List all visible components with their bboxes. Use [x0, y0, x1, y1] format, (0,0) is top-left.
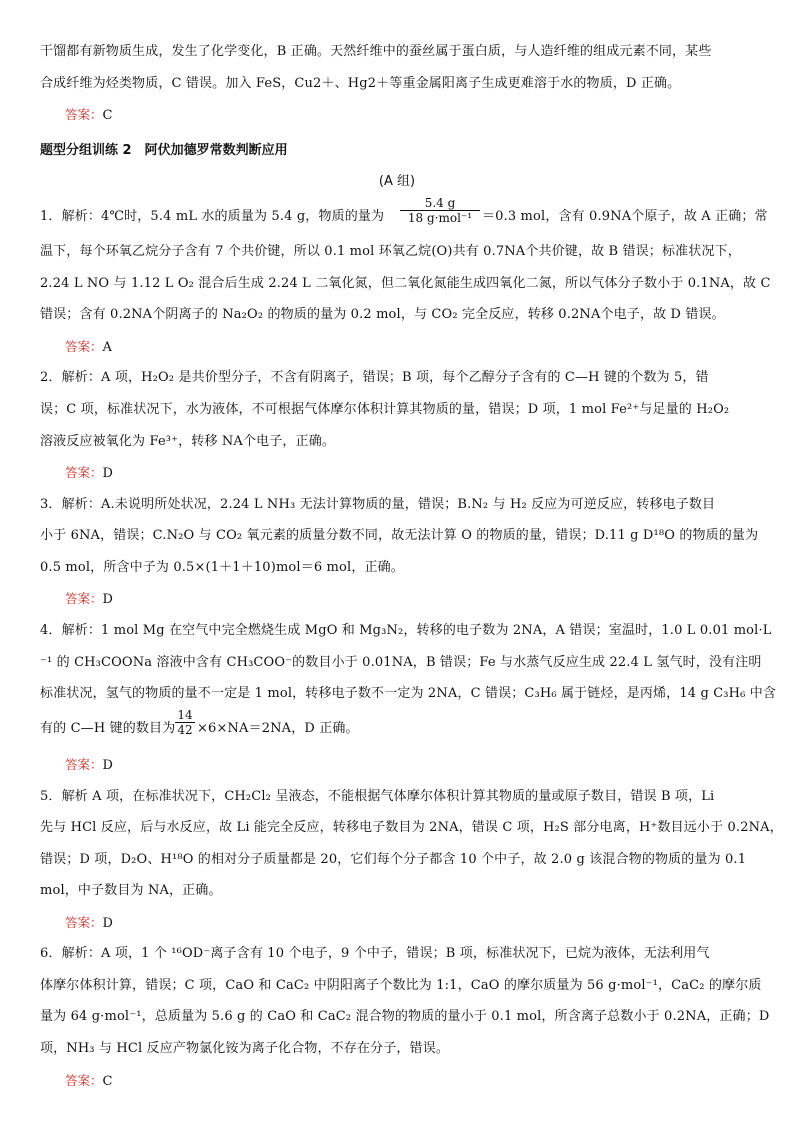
answer-value: A — [102, 340, 112, 355]
text-line: ⁻¹ 的 CH₃COONa 溶液中含有 CH₃COO⁻的数目小于 0.01NA，B 错误；Fe 与水蒸气反应生成 22.4 L 氢气时，没有注明 — [40, 655, 762, 670]
text-line: 小于 6NA，错误；C.N₂O 与 CO₂ 氧元素的质量分数不同，故无法计算 O 的物质的量，错误；D.11 g D¹⁸O 的物质的量为 — [40, 528, 759, 543]
answer-value: C — [102, 108, 113, 123]
answer-value: D — [102, 592, 113, 607]
answer-label: 答案： — [65, 465, 103, 480]
answer-label: 答案： — [65, 591, 103, 606]
text-line: 溶液反应被氧化为 Fe³⁺，转移 NA个电子，正确。 — [40, 434, 336, 449]
group-label: (A 组) — [378, 174, 416, 189]
text-line: 错误；含有 0.2NA个阴离子的 Na₂O₂ 的物质的量为 0.2 mol，与 CO₂ 完全反应，转移 0.2NA个电子，故 D 错误。 — [40, 307, 725, 322]
answer-line — [65, 339, 112, 356]
text-line: 3．解析：A.未说明所处状况，2.24 L NH₃ 无法计算物质的量，错误；B.N₂ 与 H₂ 反应为可逆反应，转移电子数目 — [40, 497, 716, 512]
answer-label: 答案： — [65, 107, 103, 122]
text-line: 5．解析 A 项，在标准状况下，CH₂Cl₂ 呈液态，不能根据气体摩尔体积计算其物质的量或原子数目，错误 B 项，Li — [40, 789, 715, 804]
text-line: 有的 C—H 键的数目为 — [40, 721, 176, 736]
text-line: ＝0.3 mol，含有 0.9NA个原子，故 A 正确；常 — [482, 209, 768, 224]
answer-label: 答案： — [65, 757, 103, 772]
fraction-numerator: 5.4 g — [424, 196, 456, 210]
text-line: 错误；D 项，D₂O、H¹⁸O 的相对分子质量都是 20，它们每个分子都含 10 个中子，故 2.0 g 该混合物的物质的量为 0.1 — [40, 852, 747, 867]
text-line: 0.5 mol，所含中子为 0.5×(1＋1＋10)mol＝6 mol，正确。 — [40, 560, 404, 575]
text-line: 干馏都有新物质生成，发生了化学变化，B 正确。天然纤维中的蚕丝属于蛋白质，与人造纤维的组成元素不同，某些 — [40, 44, 712, 59]
answer-line — [65, 591, 113, 608]
fraction-numerator: 14 — [177, 708, 193, 722]
answer-value: D — [102, 466, 113, 481]
text-line: mol，中子数目为 NA，正确。 — [40, 883, 222, 898]
text-line: 标准状况，氢气的物质的量不一定是 1 mol，转移电子数不一定为 2NA，C 错误；C₃H₆ 属于链烃，是丙烯，14 g C₃H₆ 中含 — [40, 686, 777, 701]
fraction — [175, 708, 195, 737]
answer-value: D — [102, 916, 113, 931]
section-title: 题型分组训练 2 阿伏加德罗常数判断应用 — [40, 143, 288, 158]
fraction — [400, 196, 480, 225]
answer-value: D — [102, 758, 113, 773]
answer-line — [65, 1073, 112, 1090]
text-line: 误；C 项，标准状况下，水为液体，不可根据气体摩尔体积计算其物质的量，错误；D 项，1 mol Fe²⁺与足量的 H₂O₂ — [40, 402, 730, 417]
text-line: 4．解析：1 mol Mg 在空气中完全燃烧生成 MgO 和 Mg₃N₂，转移的电子数为 2NA，A 错误；室温时，1.0 L 0.01 mol·L — [40, 623, 772, 638]
text-line: 体摩尔体积计算，错误；C 项，CaO 和 CaC₂ 中阴阳离子个数比为 1:1，CaO 的摩尔质量为 56 g·mol⁻¹，CaC₂ 的摩尔质 — [40, 978, 762, 993]
answer-label: 答案： — [65, 915, 103, 930]
text-line: 合成纤维为烃类物质，C 错误。加入 FeS，Cu2＋、Hg2＋等重金属阳离子生成更难溶于水的物质，D 正确。 — [40, 76, 681, 91]
text-line: 2．解析：A 项，H₂O₂ 是共价型分子，不含有阴离子，错误；B 项，每个乙醇分子含有的 C—H 键的个数为 5，错 — [40, 370, 709, 385]
text-line: 6．解析：A 项，1 个 ¹⁶OD⁻离子含有 10 个电子，9 个中子，错误；B 项，标准状况下，已烷为液体，无法利用气 — [40, 946, 710, 961]
answer-label: 答案： — [65, 339, 103, 354]
answer-line — [65, 757, 113, 774]
answer-label: 答案： — [65, 1073, 103, 1088]
answer-line — [65, 915, 113, 932]
text-line: 先与 HCl 反应，后与水反应，故 Li 能完全反应，转移电子数目为 2NA，错误 C 项，H₂S 部分电离，H⁺数目远小于 0.2NA， — [40, 820, 783, 835]
answer-line — [65, 465, 113, 482]
text-line: 2.24 L NO 与 1.12 L O₂ 混合后生成 2.24 L 二氧化氮，但二氧化氮能生成四氧化二氮，所以气体分子数小于 0.1NA，故 C — [40, 276, 771, 291]
fraction-denominator: 18 g·mol⁻¹ — [407, 211, 473, 225]
text-line: 1．解析：4℃时，5.4 mL 水的质量为 5.4 g，物质的量为 — [40, 209, 385, 224]
text-line: 温下，每个环氧乙烷分子含有 7 个共价键，所以 0.1 mol 环氧乙烷(O)共有 0.7NA个共价键，故 B 错误；标准状况下， — [40, 244, 741, 259]
answer-line — [65, 107, 112, 124]
text-line: ×6×NA＝2NA，D 正确。 — [197, 721, 359, 736]
text-line: 项，NH₃ 与 HCl 反应产物氯化铵为离子化合物，不存在分子，错误。 — [40, 1041, 450, 1056]
answer-value: C — [102, 1074, 113, 1089]
text-line: 量为 64 g·mol⁻¹，总质量为 5.6 g 的 CaO 和 CaC₂ 混合物的物质的量小于 0.1 mol，所含离子总数小于 0.2NA，正确；D — [40, 1009, 770, 1024]
fraction-denominator: 42 — [177, 723, 193, 737]
